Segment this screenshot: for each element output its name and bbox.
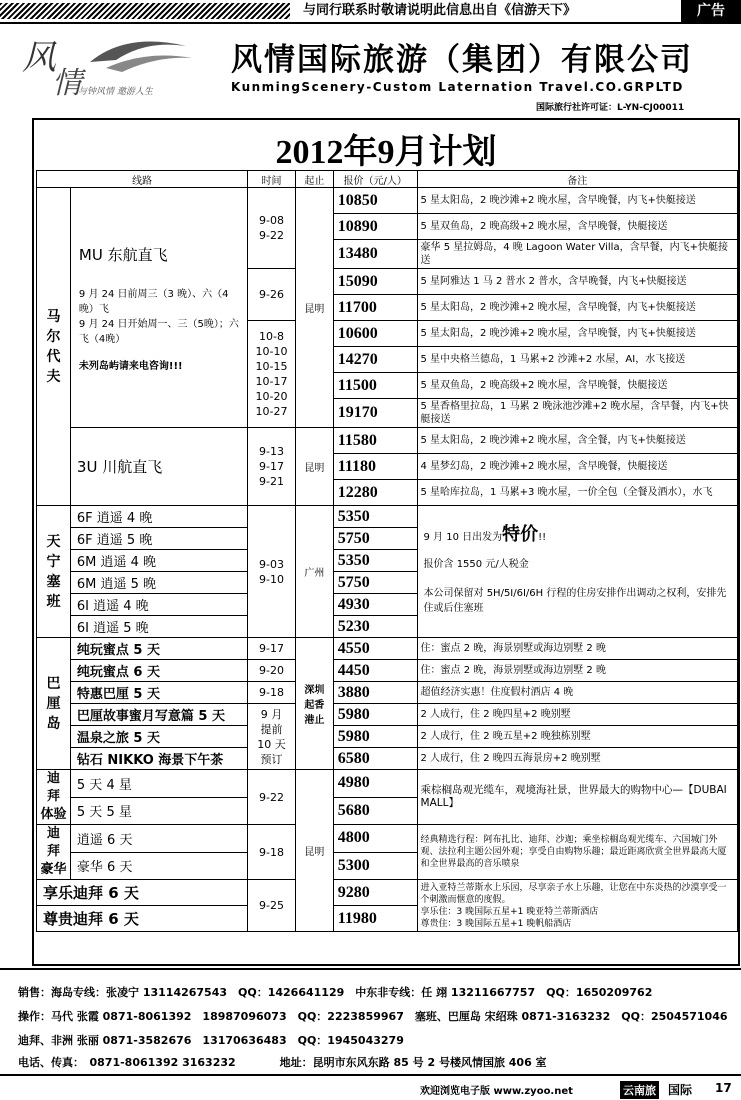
price-cell: 12280 xyxy=(333,480,417,506)
special-note-lead: 9 月 10 日出发为 xyxy=(423,532,503,543)
route-cell: 6F 逍遥 5 晚 xyxy=(70,528,247,550)
dest-dubai-luxury: 迪 拜 豪华 xyxy=(37,825,71,880)
route-3u: 3U 川航直飞 xyxy=(70,428,247,506)
price-cell: 5750 xyxy=(333,572,417,594)
company-name-english: KunmingScenery-Custom Laternation Travel.CO.GRPLTD xyxy=(231,80,684,94)
page-number: 17 xyxy=(715,1081,732,1095)
table-row xyxy=(37,682,738,704)
price-cell: 3880 xyxy=(333,682,417,704)
swoosh-icon xyxy=(86,32,196,76)
price-cell: 5980 xyxy=(333,726,417,748)
price-cell: 4800 xyxy=(333,825,417,853)
top-bar xyxy=(0,0,741,24)
price-cell: 4980 xyxy=(333,770,417,798)
table-row xyxy=(37,748,738,770)
price-cell: 5350 xyxy=(333,550,417,572)
route-cell: 6M 逍遥 5 晚 xyxy=(70,572,247,594)
table-row xyxy=(37,880,738,906)
time-cell: 10-8 10-10 10-15 10-17 10-20 10-27 xyxy=(248,321,296,428)
table-row xyxy=(37,638,738,660)
ad-label: 广告 xyxy=(681,0,741,22)
route-cell: 特惠巴厘 5 天 xyxy=(70,682,247,704)
note-cell: 5 星哈库拉岛，1 马累+3 晚水屋，一价全包（全餐及酒水），水飞 xyxy=(417,480,737,506)
price-cell: 11700 xyxy=(333,295,417,321)
route-cell: 钻石 NIKKO 海景下午茶 xyxy=(70,748,247,770)
note-cell: 5 星香格里拉岛，1 马累 2 晚泳池沙滩+2 晚水屋，含早餐，内飞+快艇接送 xyxy=(417,399,737,428)
route-cell: 6F 逍遥 4 晚 xyxy=(70,506,247,528)
table-row xyxy=(37,770,738,798)
plan-frame xyxy=(32,118,740,966)
price-cell: 14270 xyxy=(333,347,417,373)
decorative-stripe xyxy=(0,3,290,19)
footer-dubai-africa: 迪拜、非洲 张丽 0871-3582676 13170636483 QQ：1945043279 xyxy=(18,1034,404,1047)
route-cell: 6I 逍遥 5 晚 xyxy=(70,616,247,638)
price-cell: 11500 xyxy=(333,373,417,399)
time-cell: 9-13 9-17 9-21 xyxy=(248,428,296,506)
note-cell: 乘棕榈岛观光缆车，观境海社景，世界最大的购物中心—【DUBAI MALL】 xyxy=(417,770,737,825)
note-cell: 5 星太阳岛，2 晚沙滩+2 晚水屋，含早晚餐，内飞+快艇接送 xyxy=(417,295,737,321)
price-cell: 5980 xyxy=(333,704,417,726)
note-cell: 住：蜜点 2 晚，海景别墅或海边别墅 2 晚 xyxy=(417,660,737,682)
footer-phone-address: 电话、传真： 0871-8061392 3163232 地址：昆明市东风东路 85 号 2 号楼风情国旅 406 室 xyxy=(18,1056,547,1069)
time-cell: 9-08 9-22 xyxy=(248,188,296,269)
price-cell: 5230 xyxy=(333,616,417,638)
dest-dubai-experience: 迪 拜 体验 xyxy=(37,770,71,825)
price-cell: 11580 xyxy=(333,428,417,454)
saipan-note xyxy=(417,506,737,638)
note-cell: 5 星太阳岛，2 晚沙滩+2 晚水屋，含早晚餐，内飞+快艇接送 xyxy=(417,321,737,347)
depart-cell: 昆明 xyxy=(295,188,333,428)
footer-sales: 销售：海岛专线：张凌宁 13114267543 QQ：1426641129 中东非专线：任 翊 13211667757 QQ：1650209762 xyxy=(18,986,653,999)
time-cell: 9-18 xyxy=(248,682,296,704)
company-name: 风情国际旅游（集团）有限公司 xyxy=(231,42,693,78)
note-cell: 2 人成行，住 2 晚四星+2 晚别墅 xyxy=(417,704,737,726)
price-cell: 11980 xyxy=(333,906,417,932)
depart-cell: 深圳 起香 港止 xyxy=(295,638,333,770)
route-cell: 温泉之旅 5 天 xyxy=(70,726,247,748)
route-cell: 6M 逍遥 4 晚 xyxy=(70,550,247,572)
price-cell: 10890 xyxy=(333,214,417,240)
route-cell: 5 天 5 星 xyxy=(70,797,247,825)
note-cell: 5 星双鱼岛，2 晚高级+2 晚水屋，含早晚餐，快艇接送 xyxy=(417,214,737,240)
contact-footer xyxy=(0,968,741,1072)
special-price-label: 特价 xyxy=(502,524,539,545)
price-cell: 19170 xyxy=(333,399,417,428)
depart-cell: 广州 xyxy=(295,506,333,638)
time-cell: 9-17 xyxy=(248,638,296,660)
route-mu-schedule: 9 月 24 日前周三（3 晚）、六（4晚）飞 9 月 24 日开始周一、三（5晚）；六飞（4晚） xyxy=(78,288,239,345)
route-cell: 尊贵迪拜 6 天 xyxy=(37,906,248,932)
price-cell: 5680 xyxy=(333,797,417,825)
note-cell: 超值经济实惠！住度假村酒店 4 晚 xyxy=(417,682,737,704)
note-cell: 5 星太阳岛，2 晚沙滩+2 晚水屋，含全餐，内飞+快艇接送 xyxy=(417,428,737,454)
section-name: 国际 xyxy=(668,1083,693,1097)
price-cell: 5750 xyxy=(333,528,417,550)
price-cell: 9280 xyxy=(333,880,417,906)
price-cell: 10850 xyxy=(333,188,417,214)
note-cell: 住：蜜点 2 晚，海景别墅或海边别墅 2 晚 xyxy=(417,638,737,660)
route-cell: 享乐迪拜 6 天 xyxy=(37,880,248,906)
header-price: 报价（元/人） xyxy=(333,171,417,188)
table-header xyxy=(37,171,738,188)
time-cell: 9-18 xyxy=(248,825,296,880)
price-cell: 4930 xyxy=(333,594,417,616)
note-cell: 进入亚特兰蒂斯水上乐园，尽享亲子水上乐趣，让您在中东炎热的沙漠享受一个刺激而惬意的度假。 享乐住：3 晚国际五星+1 晚亚特兰蒂斯酒店 尊贵住：3 晚国际五星+1 晚帆船酒店 xyxy=(417,880,737,932)
table-row xyxy=(37,428,738,454)
license-number: 国际旅行社许可证：L-YN-CJ00011 xyxy=(536,103,685,113)
price-cell: 4450 xyxy=(333,660,417,682)
dest-maldives: 马 尔 代 夫 xyxy=(37,188,71,506)
plan-title: 2012年9月计划 xyxy=(275,134,497,171)
note-cell: 4 星梦幻岛，2 晚沙滩+2 晚水屋，含早晚餐，快艇接送 xyxy=(417,454,737,480)
time-cell: 9-03 9-10 xyxy=(248,506,296,638)
logo-char-qing: 情 xyxy=(52,66,82,101)
header xyxy=(16,28,726,118)
route-cell: 巴厘故事蜜月写意篇 5 天 xyxy=(70,704,247,726)
table-row xyxy=(37,660,738,682)
price-cell: 10600 xyxy=(333,321,417,347)
note-cell: 5 星中央格兰德岛，1 马累+2 沙滩+2 水屋，AI，水飞接送 xyxy=(417,347,737,373)
price-cell: 11180 xyxy=(333,454,417,480)
note-cell: 2 人成行，住 2 晚五星+2 晚独栋别墅 xyxy=(417,726,737,748)
table-row xyxy=(37,506,738,528)
note-cell: 经典精选行程：阿布扎比、迪拜、沙迦；乘坐棕榈岛观光缆车、六国城门外观、法拉利主题公园外观；享受自由购物乐趣；最近距离欣赏全世界最高大厦和全世界最高的音乐喷泉 xyxy=(417,825,737,880)
route-cell: 6I 逍遥 4 晚 xyxy=(70,594,247,616)
route-mu-title: MU 东航直飞 xyxy=(78,245,168,264)
price-cell: 15090 xyxy=(333,269,417,295)
bottom-bar xyxy=(0,1074,741,1100)
table-row xyxy=(37,726,738,748)
route-cell: 纯玩蜜点 6 天 xyxy=(70,660,247,682)
itinerary-table xyxy=(36,170,738,932)
website-link: 欢迎浏览电子版 www.zyoo.net xyxy=(420,1086,573,1097)
top-note: 与同行联系时敬请说明此信息出自《信游天下》 xyxy=(303,3,577,18)
header-depart: 起止 xyxy=(295,171,333,188)
time-cell: 9-22 xyxy=(248,770,296,825)
route-mu xyxy=(70,188,247,428)
depart-cell: 昆明 xyxy=(295,428,333,506)
time-cell: 9 月 提前 10 天 预订 xyxy=(248,704,296,770)
publication-tag: 云南旅 xyxy=(620,1081,659,1099)
logo-char-wind: 风 xyxy=(22,38,56,78)
price-cell: 4550 xyxy=(333,638,417,660)
price-cell: 6580 xyxy=(333,748,417,770)
route-mu-warning: 未列岛屿请来电咨询!!! xyxy=(78,360,183,372)
note-cell: 豪华 5 星拉姆岛，4 晚 Lagoon Water Villa，含早餐，内飞+快艇接送 xyxy=(417,240,737,269)
note-cell: 5 星双鱼岛，2 晚高级+2 晚水屋，含早晚餐，快艇接送 xyxy=(417,373,737,399)
tax-note: 报价含 1550 元/人税金 xyxy=(423,559,529,570)
dest-saipan: 天 宁 塞 班 xyxy=(37,506,71,638)
table-row xyxy=(37,825,738,853)
price-cell: 13480 xyxy=(333,240,417,269)
footer-operations: 操作：马代 张霞 0871-8061392 18987096073 QQ：2223859967 塞班、巴厘岛 宋绍珠 0871-3163232 QQ：2504571046 xyxy=(18,1010,728,1023)
note-cell: 5 星太阳岛，2 晚沙滩+2 晚水屋，含早晚餐，内飞+快艇接送 xyxy=(417,188,737,214)
table-row xyxy=(37,704,738,726)
header-route: 线路 xyxy=(37,171,248,188)
dest-bali: 巴 厘 岛 xyxy=(37,638,71,770)
special-note-tail: !! xyxy=(538,532,547,543)
price-cell: 5350 xyxy=(333,506,417,528)
company-logo xyxy=(16,28,206,102)
depart-cell: 昆明 xyxy=(295,770,333,932)
logo-slogan: 与钟风情 邀游人生 xyxy=(78,87,153,97)
note-cell: 2 人成行，住 2 晚四五海景房+2 晚别墅 xyxy=(417,748,737,770)
price-cell: 5300 xyxy=(333,852,417,880)
route-cell: 逍遥 6 天 xyxy=(70,825,247,853)
table-row xyxy=(37,188,738,214)
time-cell: 9-20 xyxy=(248,660,296,682)
route-cell: 豪华 6 天 xyxy=(70,852,247,880)
rights-note: 本公司保留对 5H/5I/6I/6H 行程的住房安排作出调动之权利，安排先住或后住塞班 xyxy=(423,588,727,614)
route-cell: 纯玩蜜点 5 天 xyxy=(70,638,247,660)
route-cell: 5 天 4 星 xyxy=(70,770,247,798)
time-cell: 9-25 xyxy=(248,880,296,932)
note-cell: 5 星阿雅达 1 马 2 普水 2 普水，含早晚餐，内飞+快艇接送 xyxy=(417,269,737,295)
header-time: 时间 xyxy=(248,171,296,188)
header-note: 备注 xyxy=(417,171,737,188)
time-cell: 9-26 xyxy=(248,269,296,321)
